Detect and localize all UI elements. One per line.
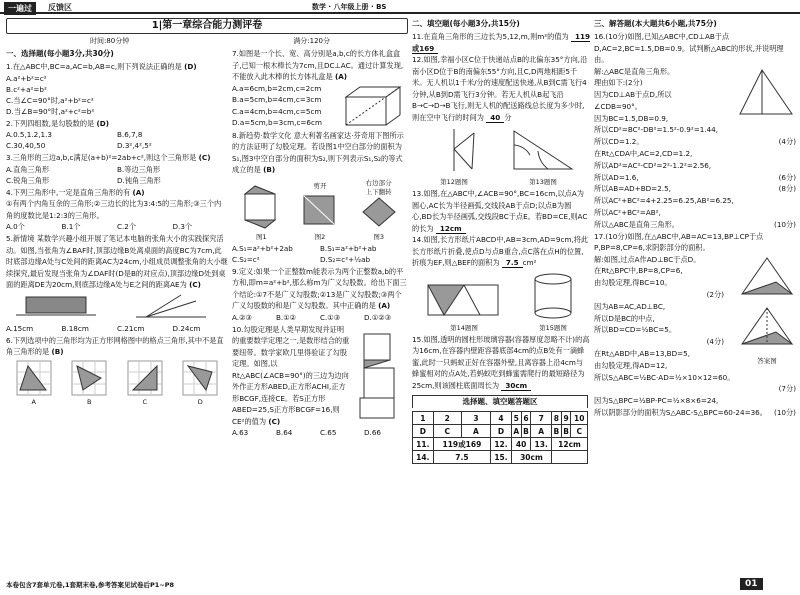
answer-grid-title: 选择题、填空题答题区 (412, 395, 588, 408)
solution-16: 解:△ABC是直角三角形。 理由如下:(2分) 因为CD⊥AB于点D,所以 ∠CDB=90°。 因为BC=1.5,DB=0.9, 所以CD²=BC²-DB²=1.5²-0.9²=1.44, 所以CD=1.2。 (4分) 在Rt△CDA中,AC=2,CD=1.2, 所以AD²=AC²-CD²=2²-1.2²=2.56, 所以AD=1.6, (6分) 所以AB=AD+BD=2.5, (8分) 所以AC²+BC²=4+2.25=6.25,AB²=6.25, 所以AC²+BC²=AB², 所以△ABC是直角三角形。 (10分) (594, 66, 796, 229)
question-7: 7.如图是一个长、宽、高分别是a,b,c的长方体礼盒盒子,已知一根木棒长为7cm,且DC⊥AC。通过计算发现,不能放入此木棒的长方体礼盒是 (A) A.a=6cm,b=2cm,c=2cm B.a=5cm,b=4cm,c=3cm C.a=4cm,b=4cm,c=5cm D.a=5cm,b=3cm,c=6cm (232, 48, 408, 129)
column-3: 二、填空题(每小题3分,共15分) 11.在直角三角形的三边长为5,12,m,则m²的值为 119或169 12.如图,幸福小区C位于快递站点B的北偏东35°方向,沿南小区D位于B的南偏东55°方向,且C,D两地相距5千米。无人机以1千米/分的速度配送快递,从B到C需飞行4分钟,从B到D需飞行3分钟。若无人机从B起飞沿B→C→D→B飞行,则无人机的配送路线总长度为多少时,则在空中飞行的时间为 40 分 第12题图 第13题图 13.如图,在△ABC中,∠ACB=90°,BC=16cm,以点A为圆心,AC长为半径画弧,交线段AB于点D;以点B为圆心,BD长为半径画弧,交线段BC于点E。若BD=CE,则AC的长为 12cm 14.如图,长方形纸片ABCD中,AB=3cm,AD=9cm,将此长方形纸片折叠,使点D与点B重合,点C落在点H的位置,折痕为EF,则△BEF的面积为 7.5 cm² 第14题图 第15题图 15.如图,透明的圆柱形玻璃容器(容器厚度忽略不计)的高为16cm,在容器内壁距容器底部4cm的点B处有一滴蜂蜜,此时一只蚂蚁正好在容器外壁,且离容器上沿4cm与蜂蜜相对的点A处,若蚂蚁吃到蜂蜜需爬行的最短路径为25cm,则该圆柱底面周长为 30cm 选择题、填空题答题区 1 2 3 4 5 6 7 8 9 10 D C A D A B A B B C 11. 119或169 12. 40 13. 12cm 14. 7.5 15. 30cm (412, 18, 590, 464)
question-3: 3.三角形的三边a,b,c满足(a+b)²=2ab+c²,则这个三角形是 (C) A.直角三角形 B.等边三角形 C.锐角三角形 D.钝角三角形 (6, 152, 228, 186)
question-5: 5.新情境 某数学兴趣小组开展了笔记本电脑的张角大小的实践探究活动。如图,当张角为∠BAF时,顶部边缘B处离桌面的高度BC为7cm,此时底部边缘A处与C处间的距离AC为24cm,小组成员调整张角的大小继续探究,最后发现当张角为∠DAF时(D是B的对应点),顶部边缘D处到桌面的距离DE为20cm,则底部边缘A处与E之间的距离AE为 (C) A.15cm B.18cm C.21cm D.24cm (6, 234, 228, 333)
option: C.65 (320, 428, 337, 437)
davinci-figure-3 (359, 196, 399, 230)
grid-figures: A B C D (6, 360, 228, 406)
option: D.S₂=c²+½ab (320, 254, 371, 264)
grid-figure-b (71, 360, 107, 396)
option: D.钝角三角形 (117, 175, 161, 185)
option: B.18cm (61, 323, 89, 333)
question-16: 16.(10分)如图,已知△ABC中,CD⊥AB于点D,AC=2,BC=1.5,DB=0.9。试判断△ABC的形状,并说明理由。 (594, 32, 784, 64)
grid-answer-row: D C A D A B A B B C (413, 425, 588, 438)
option: A.S₁=a²+b²+2ab (232, 243, 293, 253)
question-9: 9.定义:如果一个正整数m能表示为两个正整数a,b的平方和,即m=a²+b²,那么称m为广义勾股数。给出下面三个结论:①7不是广义勾股数;②13是广义勾股数;③两个广义勾股数的和是广义勾股数。其中正确的是 (A) A.②③ B.①② C.①③ D.①②③ (232, 266, 407, 322)
section-2-title: 二、填空题(每小题3分,共15分) (412, 19, 520, 28)
option: C.锐角三角形 (6, 175, 50, 185)
option: A.63 (232, 428, 249, 437)
footer-note: 本卷包含7套单元卷,1套期末卷,参考答案见试卷后P1~P8 (6, 581, 175, 589)
test-title: 1|第一章综合能力测评卷 (6, 18, 408, 34)
question-12: 12.如图,幸福小区C位于快递站点B的北偏东35°方向,沿南小区D位于B的南偏东55°方向,且C,D两地相距5千米。无人机以1千米/分的速度配送快递,从B到C需飞行4分钟,从B到D需飞行3分钟。若无人机从B起飞沿B→C→D→B飞行,则无人机的配送路线总长度为多少时,则在空中飞行的时间为 40 分 (412, 55, 588, 122)
option: D.24cm (172, 323, 201, 333)
question-15: 15.如图,透明的圆柱形玻璃容器(容器厚度忽略不计)的高为16cm,在容器内壁距容器底部4cm的点B处有一滴蜂蜜,此时一只蚂蚁正好在容器外壁,且离容器上沿4cm与蜂蜜相对的点A处,若蚂蚁吃到蜂蜜需爬行的最短路径为25cm,则该圆柱底面周长为 30cm (412, 334, 590, 390)
grid-fill-row-1: 11. 119或169 12. 40 13. 12cm (413, 438, 588, 451)
section-3-title: 三、解答题(本大题共6小题,共75分) (594, 19, 717, 28)
question-8: 8.新趋势·数学文化 意大利著名画家达·芬奇用下图所示的方法证明了勾股定理。若设图1中空白部分的面积为S₁,图3中空白部分的面积为S₂,则下列表示S₁,S₂的等式成立的是 (B) 图1 剪开 图2 右边部分 上下翻转 图3 A.S₁=a²+b²+2ab B.S₁=a²+b²+ab C.S₂=c² D.S₂=c²+½ab (232, 130, 408, 265)
davinci-figure-1 (241, 184, 281, 230)
option: D.3个 (172, 222, 193, 231)
option: A.15cm (6, 323, 34, 333)
column-4 (594, 18, 796, 419)
option: A.直角三角形 (6, 164, 50, 174)
full-score: 满分:120分 (293, 37, 330, 45)
brand-logo: 一遍过 (4, 2, 36, 15)
option: A.a²+b²=c² (6, 73, 47, 83)
option: A.0个 (6, 222, 25, 231)
figure-12 (424, 125, 484, 175)
option: C.①③ (320, 312, 341, 322)
figure-14 (424, 275, 504, 321)
test-meta (90, 36, 330, 46)
option: B.S₁=a²+b²+ab (320, 243, 377, 253)
column-2 (232, 48, 408, 439)
question-14: 14.如图,长方形纸片ABCD中,AB=3cm,AD=9cm,将此长方形纸片折叠,使点D与点B重合,点C落在点H的位置,折痕为EF,则△BEF的面积为 7.5 cm² (412, 235, 589, 267)
option: A.②③ (232, 312, 252, 322)
option: D.当∠B=90°时,a²+c²=b² (6, 106, 95, 116)
question-2: 2.下列四组数,是勾股数的是 (D) A.0.5,1.2,1.3 B.6,7,8 C.30,40,50 D.3²,4²,5² (6, 118, 228, 152)
option: B.6,7,8 (117, 130, 143, 139)
option: A.0.5,1.2,1.3 (6, 130, 52, 139)
option: B.a=5cm,b=4cm,c=3cm (232, 95, 322, 104)
answer-grid (412, 411, 588, 464)
option: C.2个 (117, 222, 137, 231)
section-1-title: 一、选择题(每小题3分,共30分) (6, 49, 114, 58)
pythagoras-figure (350, 324, 406, 424)
option: D.66 (364, 428, 381, 437)
question-1: 1.在△ABC中,BC=a,AC=b,AB=c,则下列说法正确的是 (D) A.a²+b²=c² B.c²+a²=b² C.当∠C=90°时,a²+b²=c² D.当∠B=90°时,a²+c²=b² (6, 61, 228, 117)
answer-figure-label: 答案图 (757, 356, 777, 365)
grid-number-row: 1 2 3 4 5 6 7 8 9 10 (413, 412, 588, 425)
question-17: 17.(10分)如图,在△ABC中,AB=AC=13,BP⊥CP于点P,BP=8,CP=6,求阴影部分的面积。 (594, 231, 764, 253)
grid-fill-row-2: 14. 7.5 15. 30cm (413, 451, 588, 464)
option: C.30,40,50 (6, 141, 46, 150)
option: C.a=4cm,b=4cm,c=5cm (232, 106, 322, 116)
grid-figure-c (127, 360, 163, 396)
box-figure (342, 83, 406, 129)
option: D.①②③ (364, 312, 392, 322)
question-10: 10.勾股定理是人类早期发现并证明的重要数学定理之一,是数形结合的重要纽带。数学家欧几里得验证了勾股定理。如图,以Rt△ABC(∠ACB=90°)的三边为边向外作正方形ABED,正方形ACHI,正方形BCGF,连接CE。若S正方形ABED=25,S正方形BCGF=16,则CE²的值为 (C) A.63 B.64 C.65 D.66 (232, 324, 408, 439)
subject-label: 数学 · 八年级上册 · BS (312, 3, 387, 11)
column-1 (6, 48, 228, 408)
question-6: 6.下列选项中的三角形均为正方形网格图中的格点三角形,其中不是直角三角形的是 (B) A B C D (6, 335, 228, 406)
figure-13 (508, 125, 578, 175)
question-13: 13.如图,在△ABC中,∠ACB=90°,BC=16cm,以点A为圆心,AC长为半径画弧,交线段AB于点D;以点B为圆心,BD长为半径画弧,交线段BC于点E。若BD=CE,则AC的长为 12cm (412, 189, 588, 233)
option: D.3²,4²,5² (117, 141, 152, 150)
option: B.1个 (61, 222, 81, 231)
brand-tag: 反馈区 (48, 3, 72, 12)
figure-17 (738, 254, 796, 354)
figure-15 (528, 271, 578, 321)
answer-1: (D) (184, 62, 197, 71)
top-bar (0, 0, 800, 14)
question-4: 4.下列三角形中,一定是直角三角形的有 (A) ①有两个内角互余的三角形;②三边长的比为3:4:5的三角形;③三个内角的度数比是1:2:3的三角形。 A.0个 B.1个 C.2个 D.3个 (6, 187, 228, 233)
option: C.21cm (117, 323, 145, 333)
figure-16 (736, 66, 796, 118)
option: B.c²+a²=b² (6, 84, 47, 94)
solution-17: 答案图 解:如图,过点A作AD⊥BC于点D。 在Rt△BPC中,BP=8,CP=6, 由勾股定理,得BC=10。 (2分) 因为AB=AC,AD⊥BC, 所以D是BC的中点, 所以BD=CD=½BC=5。 (4分) 在Rt△ABD中,AB=13,BD=5, 由勾股定理,得AD=12, 所以S△ABC=½BC·AD=½×10×12=60。 (7分) 因为S△BPC=½BP·PC=½×8×6=24, 所以阴影部分的面积为S△ABC-S△BPC=60-24=36。 (10分) (594, 254, 796, 418)
question-11: 11.在直角三角形的三边长为5,12,m,则m²的值为 119或169 (412, 32, 591, 53)
option: B.①② (276, 312, 297, 322)
option: D.a=5cm,b=3cm,c=6cm (232, 118, 322, 127)
time-limit: 时间:80分钟 (90, 37, 130, 45)
option: A.a=6cm,b=2cm,c=2cm (232, 83, 322, 93)
page-number: 01 (740, 578, 763, 590)
davinci-figure-2 (300, 190, 340, 230)
option: B.64 (276, 428, 293, 437)
laptop-figure (6, 291, 226, 321)
option: C.当∠C=90°时,a²+b²=c² (6, 95, 94, 105)
option: C.S₂=c² (232, 254, 260, 264)
grid-figure-a (16, 360, 52, 396)
option: B.等边三角形 (117, 164, 161, 174)
davinci-figures: 图1 剪开 图2 右边部分 上下翻转 图3 (232, 178, 408, 241)
grid-figure-d (182, 360, 218, 396)
